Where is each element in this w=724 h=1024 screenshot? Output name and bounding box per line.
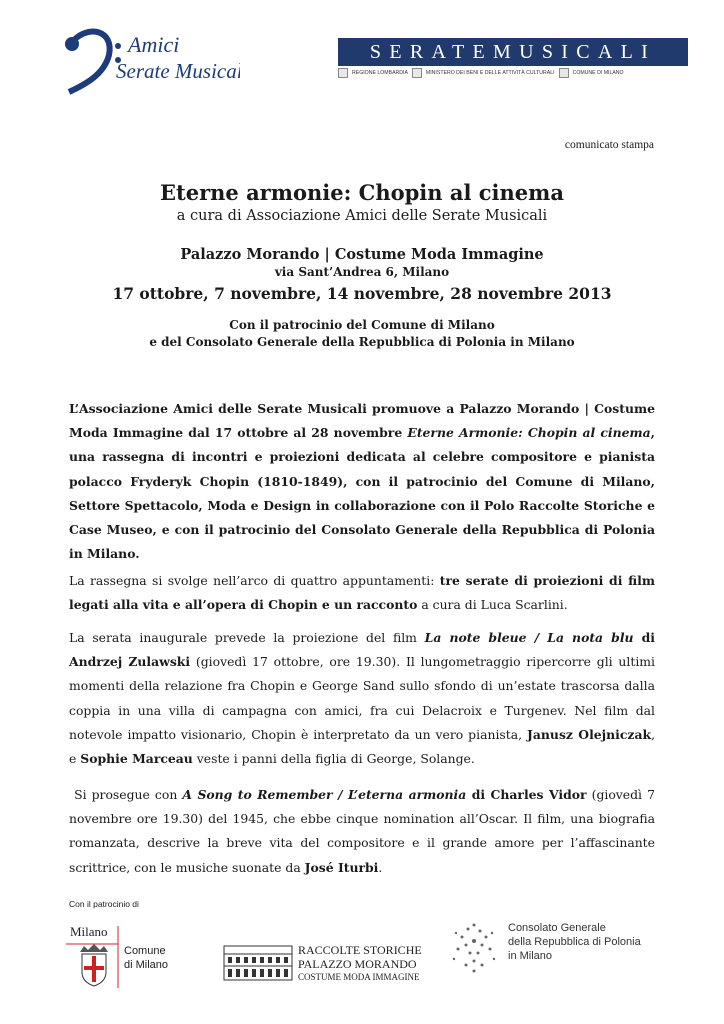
serate-sponsors: [338, 67, 688, 79]
raccolte-line1: RACCOLTE STORICHE: [298, 943, 422, 957]
consolato-line3: in Milano: [508, 950, 553, 962]
consolato-line2: della Repubblica di Polonia: [508, 936, 641, 948]
p3-text-e: veste i panni della figlia di George, Solange.: [192, 751, 475, 767]
p4-text-c: (giovedì 7 novembre ore 19.30) del 1945, che ebbe cinque nomination all’Oscar. Il film, una biografia romanzata, descrive la breve vita del compositore e il grande amore per l’affascinante scrittrice, con le musiche suonate da: [69, 787, 655, 875]
bass-clef-icon: [54, 20, 240, 96]
p3-director: di Andrzej Zulawski: [69, 630, 655, 670]
p4-musician: José Iturbi: [304, 859, 379, 875]
milano-logo-right1: Comune: [124, 945, 166, 957]
sponsor-3: COMUNE DI MILANO: [572, 70, 624, 76]
serate-musicali-logo: [338, 38, 688, 80]
p4-director: di Charles Vidor: [466, 787, 587, 802]
p2-text-bold: tre serate di proiezioni di film legati alla vita e all’opera di Chopin e un racconto: [69, 573, 655, 613]
p3-actor-1: Janusz Olejniczak: [527, 726, 652, 742]
patronage-line-2: e del Consolato Generale della Repubblica di Polonia in Milano: [149, 335, 575, 349]
p2-text-a: La rassegna si svolge nell’arco di quattro appuntamenti:: [69, 573, 440, 588]
serate-musicali-title: SERATEMUSICALI: [338, 38, 688, 66]
p4-text-a: Si prosegue con: [69, 787, 183, 802]
milano-logo-top: Milano: [70, 924, 108, 939]
sponsor-1: REGIONE LOMBARDIA: [352, 70, 408, 76]
amici-serate-musicali-logo: [54, 20, 240, 96]
paragraph-program: [69, 569, 655, 617]
polish-eagle-icon: [453, 924, 495, 973]
paragraph-second-evening: [69, 783, 655, 880]
comune-icon: [559, 68, 569, 78]
p3-text-d: , e: [69, 726, 656, 767]
palazzo-facade-icon: [224, 946, 292, 980]
raccolte-storiche-logo: [222, 940, 427, 984]
p1-title-italic: Eterne Armonie: Chopin al cinema: [407, 425, 651, 441]
milano-coat-of-arms-icon: [80, 944, 108, 986]
address: via Sant’Andrea 6, Milano: [274, 265, 450, 279]
raccolte-line2: PALAZZO MORANDO: [298, 957, 417, 971]
p3-actor-2: Sophie Marceau: [80, 751, 193, 767]
p1-text-a: L’Associazione Amici delle Serate Musicali promuove a Palazzo Morando | Costume Moda Immagine dal 17 ottobre al 28 novembre: [69, 401, 655, 441]
footer-patronage-label: Con il patrocinio di: [69, 899, 139, 909]
patronage-line-1: Con il patrocinio del Comune di Milano: [229, 318, 495, 332]
consolato-line1: Consolato Generale: [508, 922, 606, 934]
ministero-icon: [412, 68, 422, 78]
p1-text-b: , una rassegna di incontri e proiezioni dedicata al celebre compositore e pianista polacco Fryderyk Chopin (1810-1849), con il patrocinio del Comune di Milano, Settore Spettacolo, Moda e Design in collaborazione con il Polo Raccolte Storiche e Case Museo, e con il patrocinio del Consolato Generale della Repubblica di Polonia in Milano.: [69, 425, 655, 562]
lombardia-icon: [338, 68, 348, 78]
sponsor-2: MINISTERO DEI BENI E DELLE ATTIVITÀ CULTURALI: [425, 70, 555, 76]
document-title: Eterne armonie: Chopin al cinema: [160, 180, 564, 205]
raccolte-line3: COSTUME MODA IMMAGINE: [298, 972, 420, 982]
venue: Palazzo Morando | Costume Moda Immagine: [180, 246, 544, 263]
p4-text-d: .: [378, 859, 383, 875]
p4-film-title: A Song to Remember / L’eterna armonia: [182, 787, 467, 802]
p3-text-a: La serata inaugurale prevede la proiezione del film: [69, 630, 425, 645]
paragraph-first-evening: [69, 626, 655, 771]
milano-logo-right2: di Milano: [124, 959, 169, 971]
p2-text-b: a cura di Luca Scarlini.: [417, 597, 568, 613]
press-release-label: comunicato stampa: [564, 139, 654, 151]
document-subtitle: a cura di Associazione Amici delle Serate Musicali: [176, 208, 548, 224]
amici-logo-line2: Serate Musicali: [116, 59, 240, 83]
amici-logo-line1: Amici: [128, 32, 180, 57]
p3-film-title: La note bleue / La nota blu: [424, 630, 634, 645]
paragraph-intro: [69, 397, 655, 566]
consolato-polonia-logo: [448, 915, 668, 987]
comune-di-milano-logo: [62, 922, 182, 990]
p3-text-c: (giovedì 17 ottobre, ore 19.30). Il lungometraggio ripercorre gli ultimi momenti della relazione fra Chopin e George Sand sullo sfondo di un’estate trascorsa dalla coppia in una villa di campagna con amici, fra cui Delacroix e Turgenev. Nel film dal notevole impatto visionario, Chopin è interpretato da un vero pianista,: [69, 654, 656, 742]
event-dates: 17 ottobre, 7 novembre, 14 novembre, 28 novembre 2013: [112, 284, 612, 303]
